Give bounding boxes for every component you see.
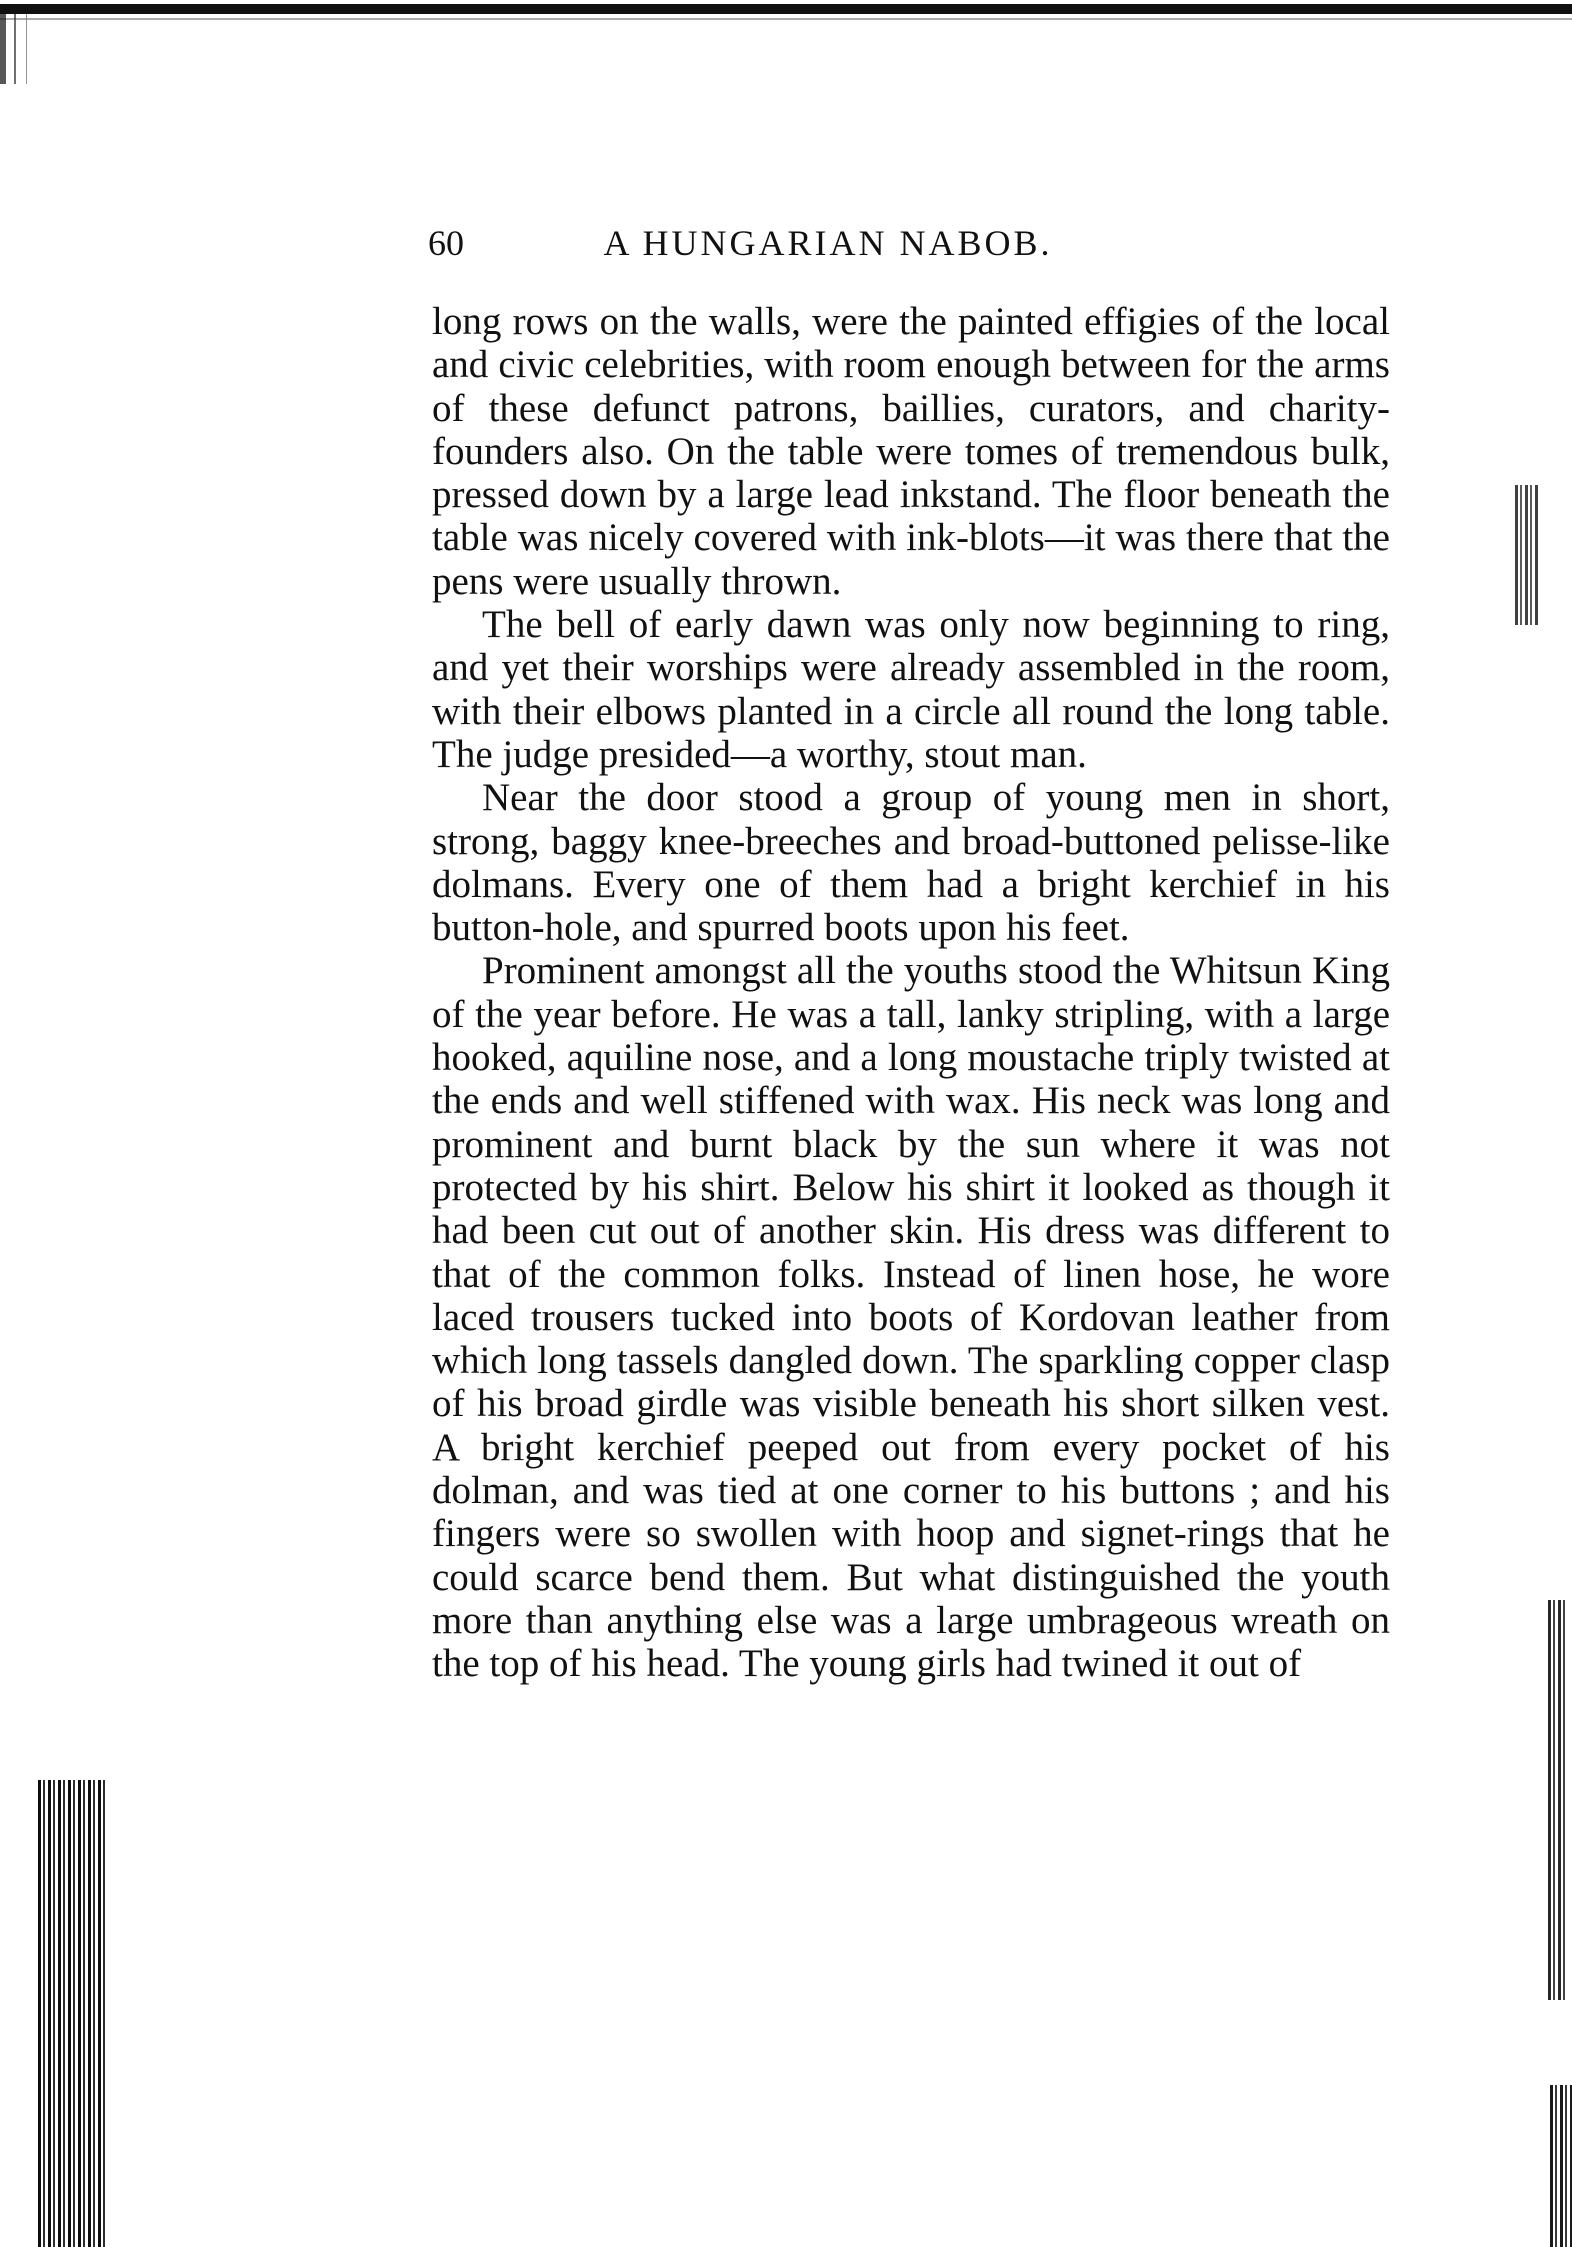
scan-edge-artifact-right-upper <box>1515 485 1540 625</box>
top-edge-rule <box>0 4 1572 14</box>
paragraph-2: The bell of early dawn was only now beginning to ring, and yet their worships were already assembled in the room, with their elbows planted in a circle all round the long table. The judge presided—a worthy, stout man. <box>432 603 1390 776</box>
scan-corner-mark <box>0 14 30 84</box>
page-number: 60 <box>428 223 464 263</box>
paragraph-1: long rows on the walls, were the painted effigies of the local and civic celebrities, with room enough between for the arms of these defunct patrons, baillies, curators, and charity-founders also. On the table were tomes of tremendous bulk, pressed down by a large lead inkstand. The floor beneath the table was nicely covered with ink-blots—it was there that the pens were usually thrown. <box>432 300 1390 603</box>
running-title: A HUNGARIAN NABOB. <box>603 223 1053 263</box>
page-header <box>428 218 1168 268</box>
paragraph-4: Prominent amongst all the youths stood the Whitsun King of the year before. He was a tall, lanky stripling, with a large hooked, aquiline nose, and a long moustache triply twisted at the ends and well stiffened with wax. His neck was long and prominent and burnt black by the sun where it was not protected by his shirt. Below his shirt it looked as though it had been cut out of another skin. His dress was different to that of the common folks. Instead of linen hose, he wore laced trousers tucked into boots of Kordovan leather from which long tassels dangled down. The sparkling copper clasp of his broad girdle was visible beneath his short silken vest. A bright kerchief peeped out from every pocket of his dolman, and was tied at one corner to his buttons ; and his fingers were so swollen with hoop and signet-rings that he could scarce bend them. But what distinguished the youth more than anything else was a large umbrageous wreath on the top of his head. The young girls had twined it out of <box>432 949 1390 1686</box>
scan-edge-artifact-left <box>38 1780 108 2247</box>
body-text <box>432 300 1390 1686</box>
scan-edge-artifact-right-lower <box>1550 2085 1572 2247</box>
top-edge-thin-rule <box>0 18 1572 20</box>
scan-edge-artifact-right-middle <box>1548 1600 1568 2000</box>
paragraph-3: Near the door stood a group of young men in short, strong, baggy knee-breeches and broad-buttoned pelisse-like dolmans. Every one of them had a bright kerchief in his button-hole, and spurred boots upon his feet. <box>432 776 1390 950</box>
